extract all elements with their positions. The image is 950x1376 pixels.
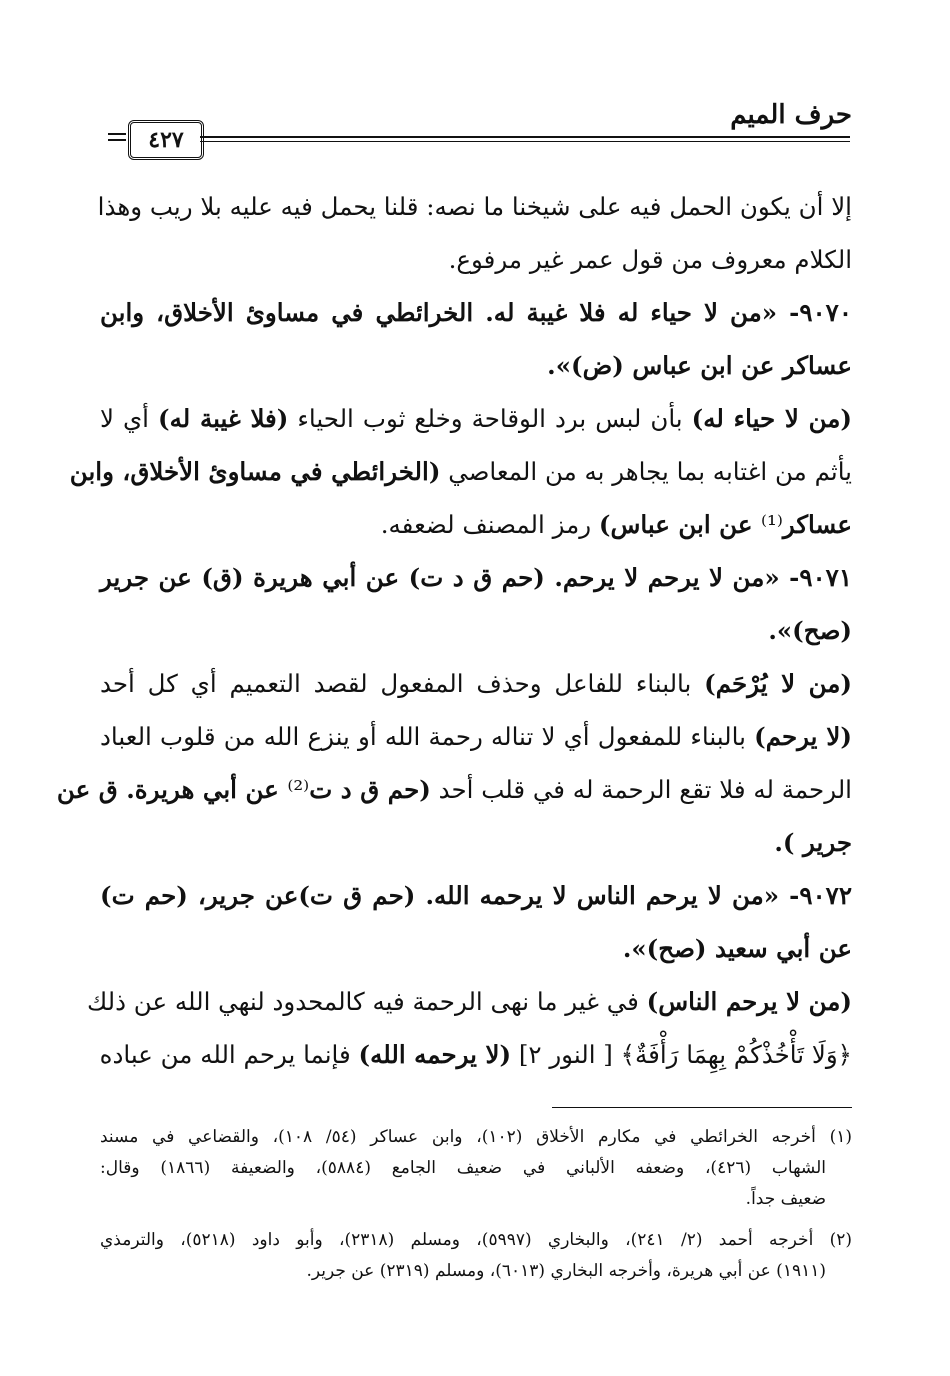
text-segment: جرير ). — [774, 828, 852, 857]
text-segment: (حم ق د ت — [309, 775, 431, 804]
text-segment: (من لا يُرْحَم) — [704, 669, 852, 698]
text-segment: عن أبي سعيد (صح)». — [622, 934, 852, 963]
text-line — [100, 657, 852, 710]
text-line — [100, 1028, 852, 1081]
text-segment: (لا يرحمه الله) — [358, 1040, 512, 1069]
text-segment: عساكر — [782, 510, 852, 539]
text-line — [100, 392, 852, 445]
text-segment: عساكر عن ابن عباس (ض)». — [547, 351, 852, 380]
text-line — [86, 975, 852, 1028]
page-number-ornament — [108, 128, 126, 150]
text-segment: ٩٠٧٠- «من لا حياء له فلا غيبة له. الخرائطي في مساوئ الأخلاق، وابن — [100, 298, 852, 327]
text-segment: ٩٠٧٢- «من لا يرحم الناس لا يرحمه الله. (حم ق ت)عن جرير، (حم ت) — [100, 881, 852, 910]
text-segment: عن أبي هريرة. ق عن — [56, 775, 288, 804]
text-segment: (صح)». — [768, 616, 852, 645]
footnote-line: (١٩١١) عن أبي هريرة، وأخرجه البخاري (٦٠١٣)، ومسلم (٢٣١٩) عن جرير. — [306, 1261, 826, 1281]
footnote-marker[interactable]: ⁽²⁾ — [287, 775, 310, 804]
text-segment: (فلا غيبة له) — [158, 404, 289, 433]
text-segment: الرحمة له فلا تقع الرحمة له في قلب أحد — [430, 775, 852, 804]
text-segment: بالبناء للفاعل وحذف المفعول لقصد التعميم أي كل أحد — [100, 669, 705, 698]
text-segment: رمز المصنف لضعفه. — [380, 510, 599, 539]
text-segment: (لا يرحم) — [754, 722, 852, 751]
running-header-title: حرف الميم — [730, 100, 852, 130]
text-segment: في غير ما نهى الرحمة فيه كالمحدود لنهي الله عن ذلك — [86, 987, 647, 1016]
text-segment: (من لا حياء له) — [691, 404, 852, 433]
page-number: ٤٢٧ — [128, 120, 204, 160]
text-line — [100, 710, 852, 763]
text-line — [100, 339, 852, 392]
text-segment: فإنما يرحم الله من عباده — [99, 1040, 359, 1069]
text-line — [100, 498, 852, 551]
text-segment: عن ابن عباس) — [598, 510, 761, 539]
text-segment: بأن لبس برد الوقاحة وخلع ثوب الحياء — [288, 404, 692, 433]
text-line — [100, 816, 852, 869]
text-segment: إلا أن يكون الحمل فيه على شيخنا ما نصه: قلنا يحمل فيه عليه بلا ريب وهذا — [97, 192, 852, 221]
text-line — [100, 922, 852, 975]
footnote-line: الشهاب (٤٢٦)، وضعفه الألباني في ضعيف الجامع (٥٨٨٤)، والضعيفة (١٨٦٦) وقال: — [100, 1158, 826, 1178]
footnote-line: ضعيف جداً. — [745, 1189, 826, 1209]
text-line — [100, 286, 852, 339]
text-line — [97, 180, 852, 233]
text-line — [100, 604, 852, 657]
footnote-marker[interactable]: ⁽¹⁾ — [760, 510, 783, 539]
text-segment: (من لا يرحم الناس) — [646, 987, 852, 1016]
header-rule — [200, 136, 850, 146]
footnote-separator — [552, 1107, 852, 1108]
text-segment: (الخرائطي في مساوئ الأخلاق، وابن — [69, 457, 441, 486]
text-segment: ﴿وَلَا تَأْخُذْكُمْ بِهِمَا رَأْفَةٌ﴾ [ النور ٢] — [511, 1040, 852, 1069]
text-segment: يأثم من اغتابه بما يجاهر به من المعاصي — [440, 457, 852, 486]
text-line — [100, 233, 852, 286]
footnote-line: (٢) أخرجه أحمد (٢/ ٢٤١)، والبخاري (٥٩٩٧)، ومسلم (٢٣١٨)، وأبو داود (٥٢١٨)، والترمذي — [100, 1230, 853, 1250]
footnotes — [100, 1122, 852, 1287]
footnote-line: (١) أخرجه الخرائطي في مكارم الأخلاق (١٠٢)، وابن عساكر (٥٤/ ١٠٨)، والقضاعي في مسند — [100, 1127, 853, 1147]
text-line — [100, 869, 852, 922]
text-segment: أي لا — [100, 404, 158, 433]
text-segment: بالبناء للمفعول أي لا تناله رحمة الله أو ينزع الله من قلوب العباد — [100, 722, 755, 751]
main-text — [56, 180, 852, 1081]
text-line — [100, 551, 852, 604]
text-line — [56, 763, 852, 816]
text-segment: ٩٠٧١- «من لا يرحم لا يرحم. (حم ق د ت) عن أبي هريرة (ق) عن جرير — [100, 563, 852, 592]
text-segment: الكلام معروف من قول عمر غير مرفوع. — [448, 245, 852, 274]
text-line — [69, 445, 852, 498]
